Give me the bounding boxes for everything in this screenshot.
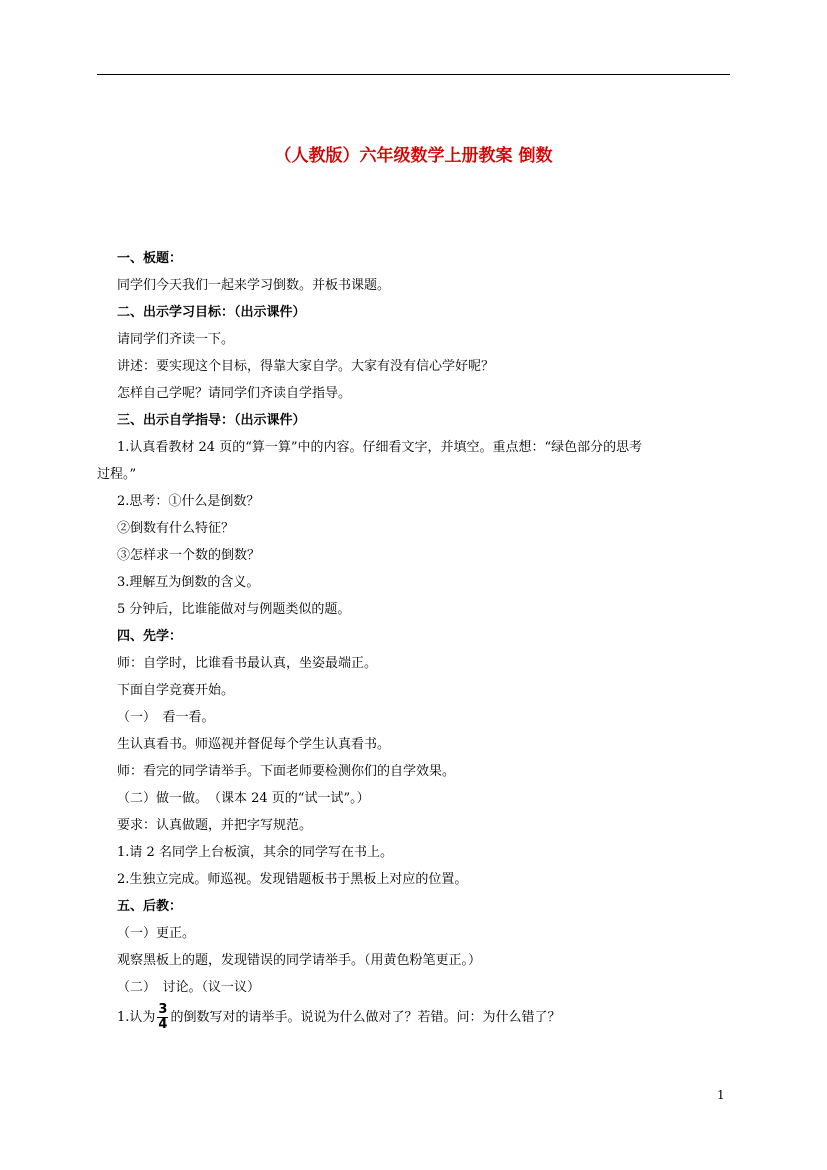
- paragraph-line: 1.请 2 名同学上台板演，其余的同学写在书上。: [117, 845, 393, 860]
- paragraph-line: 1.认真看教材 24 页的“算一算”中的内容。仔细看文字，并填空。重点想：“绿色部分的思考: [117, 440, 643, 455]
- paragraph-line: （二） 讨论。（议一议）: [117, 980, 261, 995]
- paragraph-line: [117, 1001, 730, 1035]
- line-text: 1.认为: [117, 1010, 156, 1025]
- paragraph-line: 5 分钟后，比谁能做对与例题类似的题。: [117, 602, 351, 617]
- section-heading: 二、出示学习目标：（出示课件）: [117, 305, 306, 320]
- paragraph-line: 师：自学时，比谁看书最认真，坐姿最端正。: [117, 656, 378, 671]
- section-heading: 四、先学：: [117, 629, 183, 644]
- paragraph-line: （一）更正。: [117, 926, 196, 941]
- paragraph-line: 2.思考：①什么是倒数？: [117, 494, 260, 509]
- paragraph-line: 讲述：要实现这个目标，得靠大家自学。大家有没有信心学好呢？: [117, 359, 495, 374]
- line-text: 的倒数写对的请举手。说说为什么做对了？若错。问：为什么错了？: [170, 1010, 561, 1025]
- paragraph-line: ③怎样求一个数的倒数？: [117, 548, 261, 563]
- paragraph-line: ②倒数有什么特征？: [117, 521, 235, 536]
- fraction-numerator: 3: [158, 1002, 168, 1017]
- paragraph-line: 观察黑板上的题，发现错误的同学请举手。（用黄色粉笔更正。）: [117, 953, 482, 968]
- paragraph-line: 2.生独立完成。师巡视。发现错题板书于黑板上对应的位置。: [117, 872, 468, 887]
- header-rule: [97, 74, 730, 75]
- section-heading: 五、后教：: [117, 899, 183, 914]
- page-number: 1: [717, 1088, 725, 1102]
- paragraph-line: 要求：认真做题，并把字写规范。: [117, 818, 313, 833]
- paragraph-line: （一） 看一看。: [117, 710, 215, 725]
- paragraph-line: 同学们今天我们一起来学习倒数。并板书课题。: [117, 278, 391, 293]
- paragraph-line: 师：看完的同学请举手。下面老师要检测你们的自学效果。: [117, 764, 456, 779]
- fraction: [157, 1003, 168, 1032]
- section-heading: 一、板题：: [117, 251, 183, 266]
- document-body: [97, 245, 730, 1035]
- paragraph-line: （二）做一做。 （课本 24 页的“试一试”。）: [117, 791, 370, 806]
- paragraph-line: 怎样自己学呢？请同学们齐读自学指导。: [117, 386, 352, 401]
- fraction-denominator: 4: [158, 1017, 168, 1032]
- paragraph-line: 生认真看书。师巡视并督促每个学生认真看书。: [117, 737, 391, 752]
- paragraph-line: 请同学们齐读一下。: [117, 332, 235, 347]
- page-title: （人教版）六年级数学上册教案 倒数: [274, 146, 553, 166]
- paragraph-line: 下面自学竞赛开始。: [117, 683, 235, 698]
- paragraph-line: 过程。”: [97, 467, 137, 482]
- section-heading: 三、出示自学指导：（出示课件）: [117, 413, 306, 428]
- paragraph-line: 3.理解互为倒数的含义。: [117, 575, 260, 590]
